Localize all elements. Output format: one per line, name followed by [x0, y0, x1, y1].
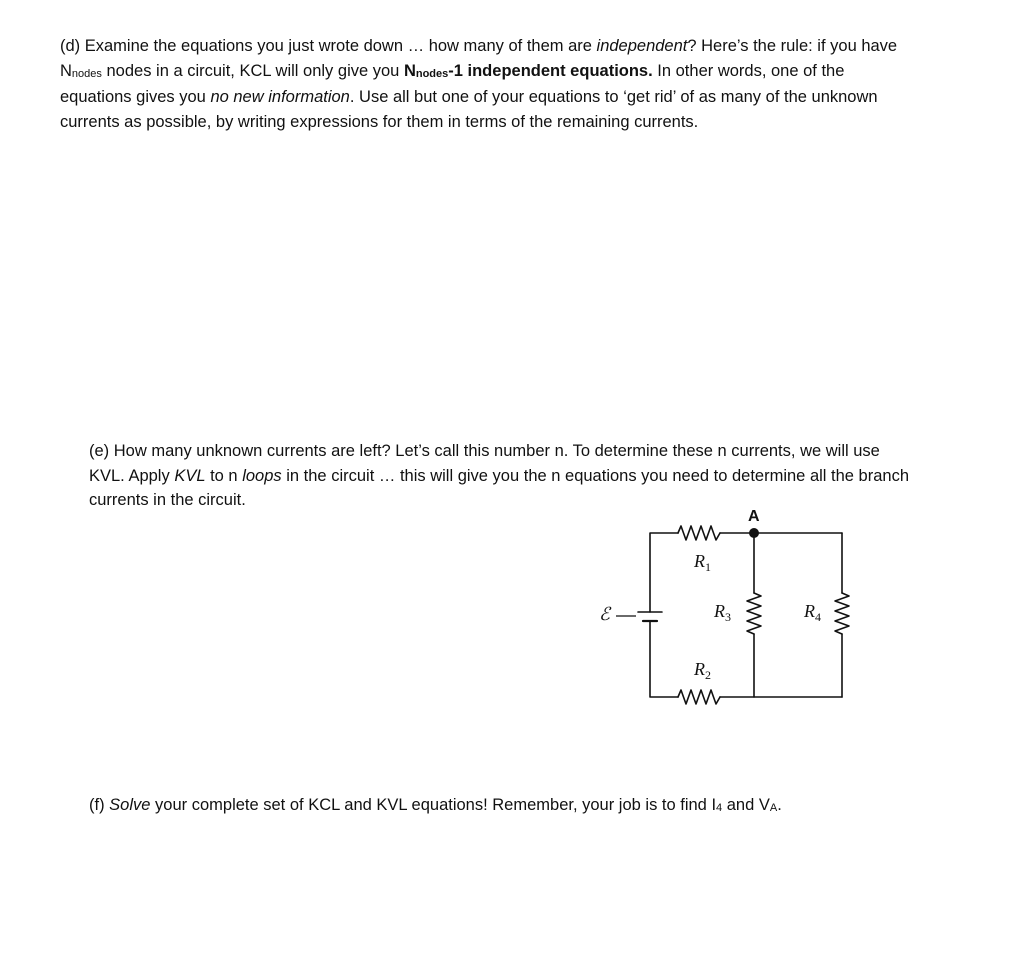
part-d-text-1: ? Here’s the rule: if you have N [60, 37, 898, 80]
r4-letter: R [804, 601, 815, 621]
part-d-paragraph [60, 34, 920, 134]
resistor-r3 [747, 593, 761, 634]
part-d-lead: (d) Examine the equations you just wrote down … how many of them are [60, 37, 597, 55]
i4-subscript: 4 [716, 802, 723, 814]
part-d-text-3: In other words, one of the equations gives you [60, 61, 845, 106]
node-a-label: A [748, 508, 760, 525]
emf-label: ℰ [599, 604, 610, 624]
part-f-and: and V [722, 796, 770, 814]
bold-n: N [403, 61, 416, 80]
part-e-tail: in the circuit … this will give you the n equations you need to determine all the branch currents in the circuit. [89, 466, 910, 509]
r3-letter: R [714, 601, 725, 621]
r2-letter: R [694, 659, 705, 679]
nodes-subscript: nodes [71, 67, 102, 80]
r3-sub: 3 [725, 610, 731, 624]
kvl-emphasis: KVL [174, 466, 206, 485]
wire-left-top [650, 533, 678, 612]
part-f-mid: your complete set of KCL and KVL equations! Remember, your job is to find I [150, 796, 717, 814]
r4-sub: 4 [815, 610, 821, 624]
part-d-text-4: . Use all but one of your equations to ‘get rid’ of as many of the unknown currents as possible, by writing expressions for them in terms of the remaining currents. [60, 88, 878, 131]
part-f-lead: (f) [89, 796, 110, 814]
circuit-diagram [580, 500, 880, 715]
wire-left-bottom [650, 621, 678, 697]
part-f-end: . [777, 796, 782, 814]
loops-emphasis: loops [242, 466, 282, 485]
resistor-r1 [678, 526, 720, 540]
r2-sub: 2 [705, 668, 711, 682]
part-e-mid: to n [205, 466, 243, 485]
part-f-paragraph [89, 793, 919, 820]
r3-label [713, 601, 731, 624]
independent-emphasis: independent [596, 37, 688, 55]
r1-label [693, 551, 711, 574]
resistor-r2 [678, 690, 720, 704]
r1-sub: 1 [705, 560, 711, 574]
va-subscript: A [769, 802, 778, 814]
solve-emphasis: Solve [109, 796, 151, 814]
part-e-lead: (e) How many unknown currents are left? Let’s call this number n. To determine these n currents, we will use KVL. Apply [89, 442, 880, 485]
node-a-dot [749, 528, 759, 538]
bold-rest: -1 independent equations. [448, 61, 653, 80]
bold-nodes-subscript: nodes [415, 67, 449, 80]
no-new-info-emphasis: no new information [210, 88, 350, 106]
r2-label [693, 659, 711, 682]
circuit-svg [580, 500, 880, 715]
resistor-r4 [835, 593, 849, 634]
r4-label [803, 601, 821, 624]
r1-letter: R [694, 551, 705, 571]
part-d-text-2: nodes in a circuit, KCL will only give you [101, 61, 404, 80]
independent-equations-bold [404, 62, 653, 80]
